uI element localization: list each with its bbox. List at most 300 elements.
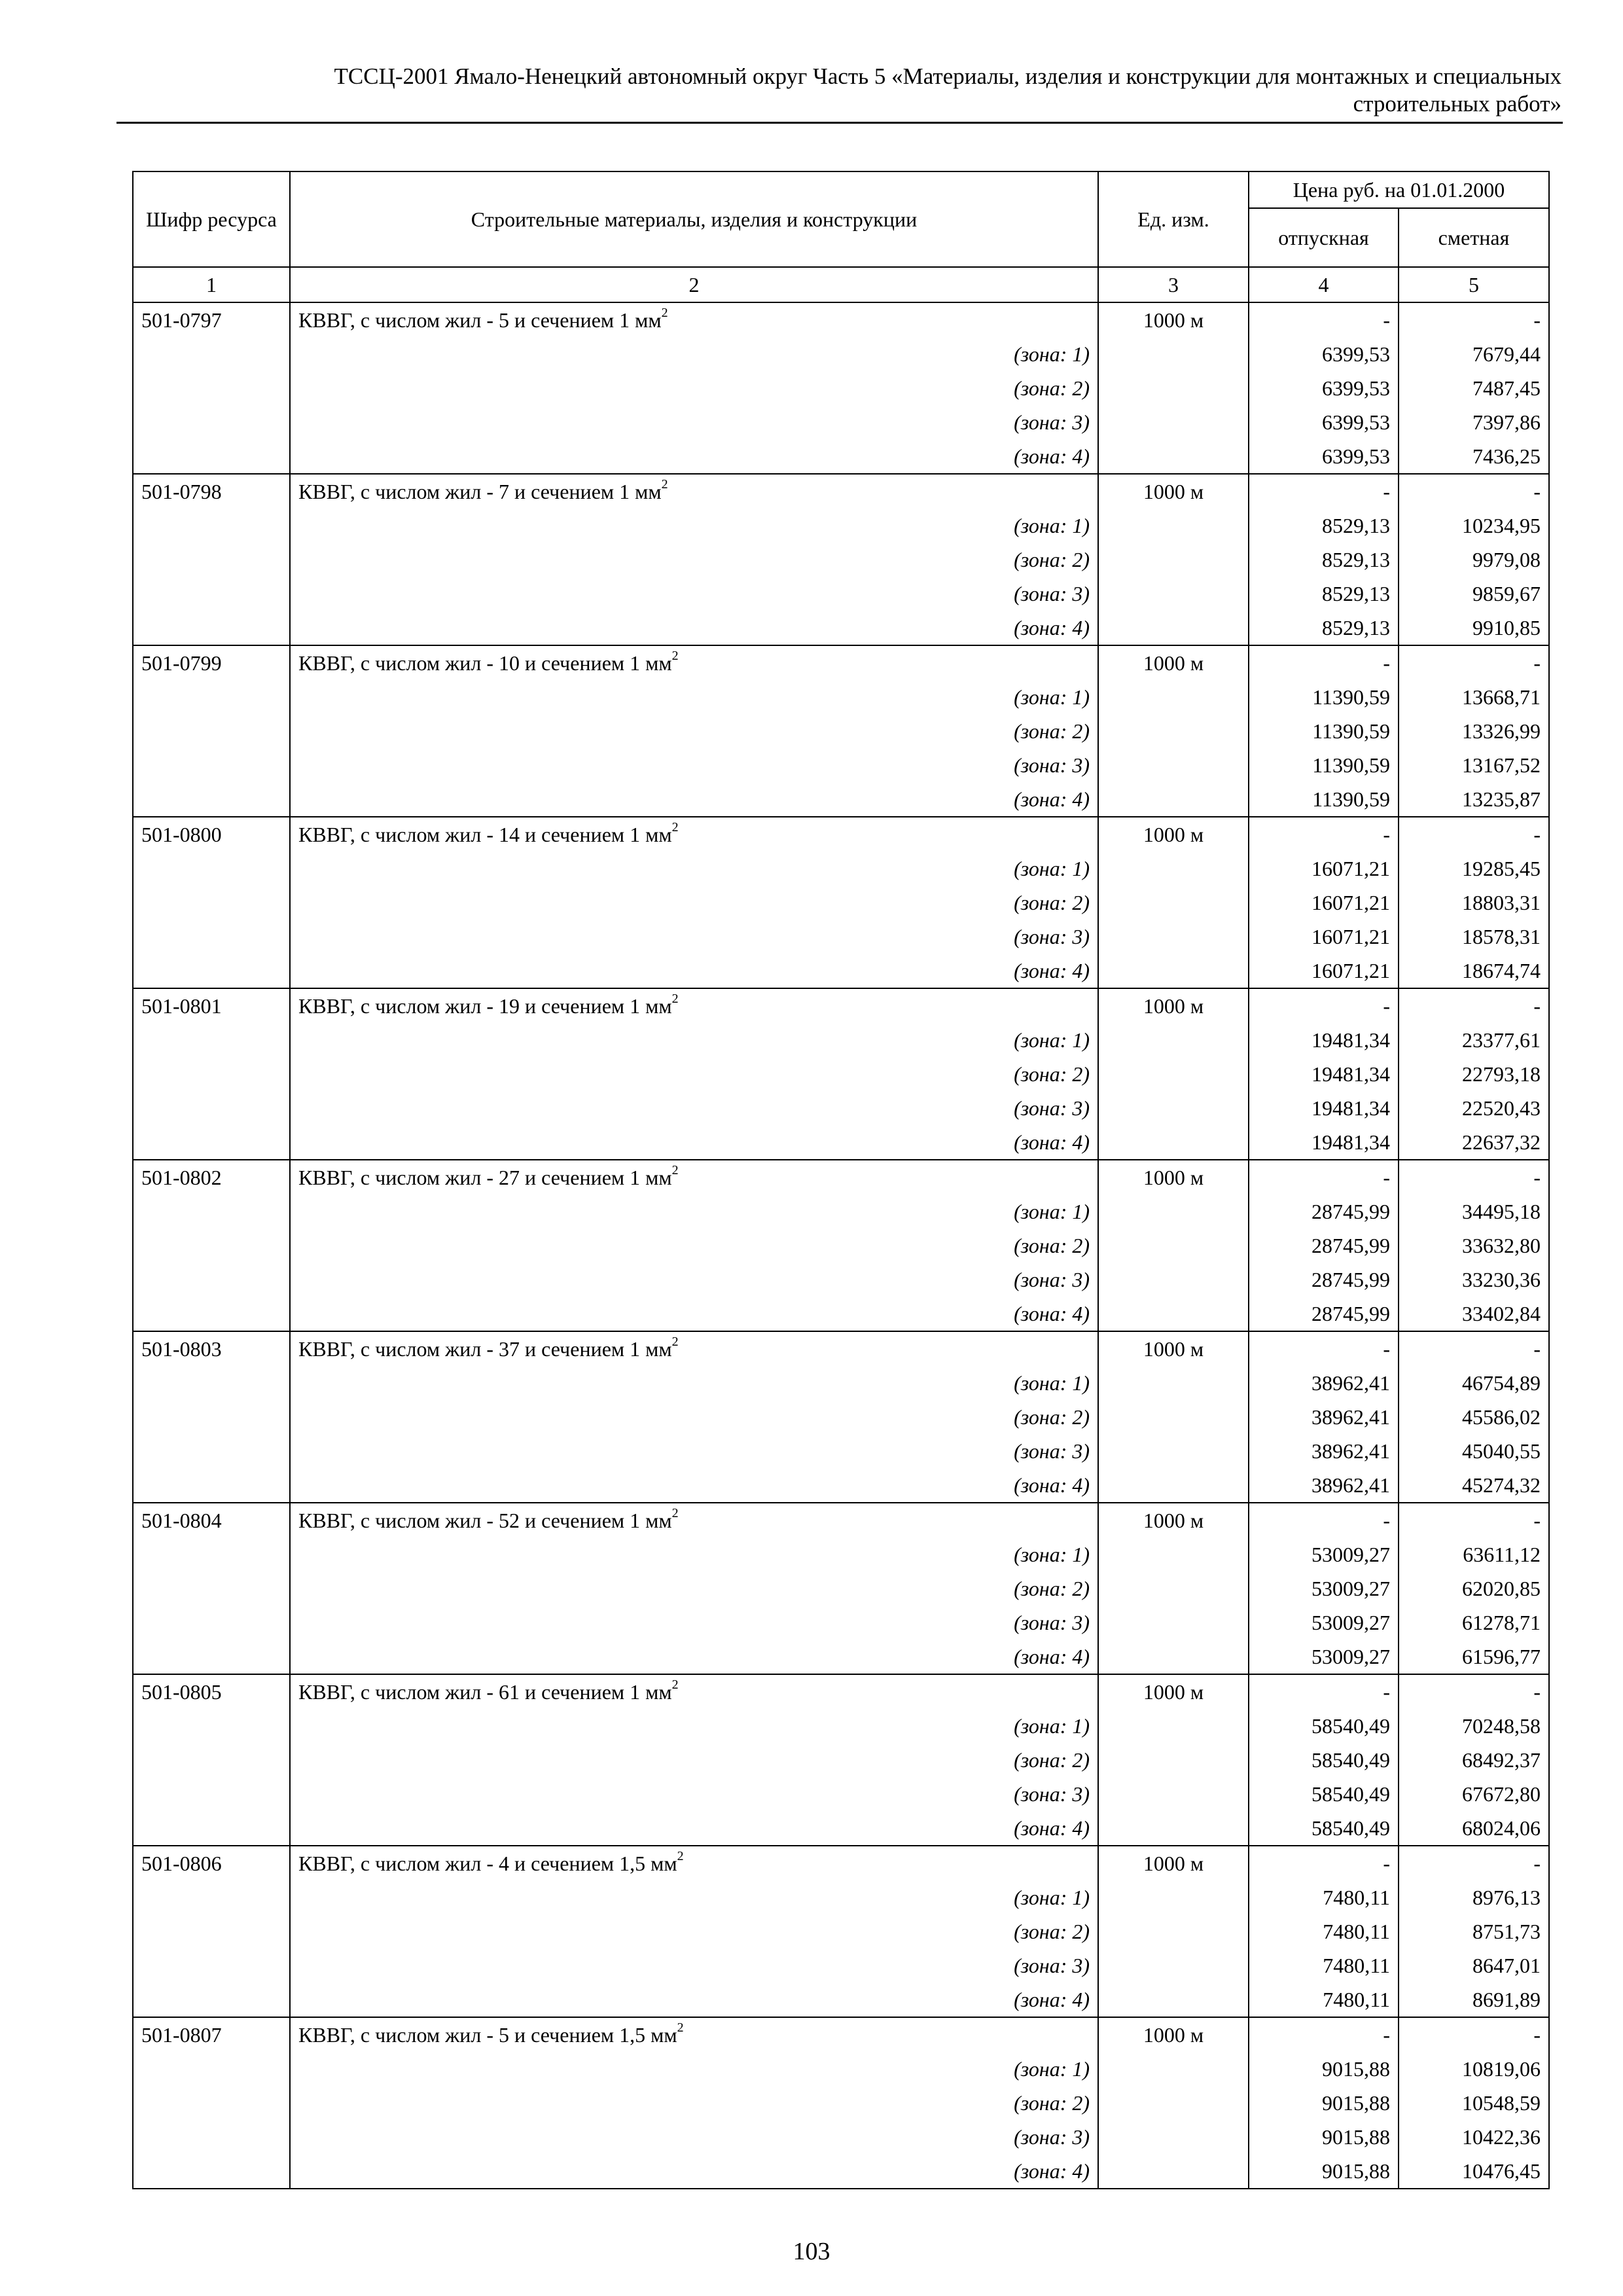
empty-cell bbox=[133, 405, 290, 439]
empty-cell bbox=[133, 611, 290, 645]
empty-cell bbox=[133, 714, 290, 748]
zone-label: (зона: 4) bbox=[290, 439, 1098, 474]
unit-cell: 1000 м bbox=[1098, 645, 1249, 680]
unit-cell: 1000 м bbox=[1098, 302, 1249, 337]
material-name-text: КВВГ, с числом жил - 5 и сечением 1 мм bbox=[298, 308, 662, 332]
zone-row bbox=[133, 1366, 1549, 1400]
zone-label: (зона: 3) bbox=[290, 1434, 1098, 1468]
release-price: 38962,41 bbox=[1249, 1434, 1399, 1468]
empty-cell bbox=[1098, 439, 1249, 474]
zone-label: (зона: 1) bbox=[290, 1194, 1098, 1229]
empty-cell bbox=[133, 1468, 290, 1503]
table-row bbox=[133, 2017, 1549, 2052]
empty-cell bbox=[1098, 2086, 1249, 2120]
zone-row bbox=[133, 371, 1549, 405]
estimate-price: 46754,89 bbox=[1399, 1366, 1549, 1400]
zone-row bbox=[133, 1811, 1549, 1846]
estimate-price: 23377,61 bbox=[1399, 1023, 1549, 1057]
release-price: - bbox=[1249, 474, 1399, 509]
unit-cell: 1000 м bbox=[1098, 2017, 1249, 2052]
material-name bbox=[290, 1331, 1098, 1366]
empty-cell bbox=[133, 1640, 290, 1674]
unit-superscript: 2 bbox=[661, 306, 668, 321]
estimate-price: - bbox=[1399, 302, 1549, 337]
zone-row bbox=[133, 1057, 1549, 1091]
empty-cell bbox=[1098, 1948, 1249, 1982]
release-price: 11390,59 bbox=[1249, 782, 1399, 817]
empty-cell bbox=[1098, 2052, 1249, 2086]
release-price: 7480,11 bbox=[1249, 1914, 1399, 1948]
release-price: 58540,49 bbox=[1249, 1777, 1399, 1811]
release-price: 16071,21 bbox=[1249, 920, 1399, 954]
release-price: - bbox=[1249, 2017, 1399, 2052]
zone-row bbox=[133, 782, 1549, 817]
price-table-body bbox=[133, 302, 1549, 2189]
unit-cell: 1000 м bbox=[1098, 1674, 1249, 1709]
unit-superscript: 2 bbox=[671, 1163, 679, 1178]
empty-cell bbox=[1098, 1091, 1249, 1125]
release-price: 53009,27 bbox=[1249, 1640, 1399, 1674]
empty-cell bbox=[1098, 1605, 1249, 1640]
resource-code: 501-0801 bbox=[133, 988, 290, 1023]
zone-label: (зона: 4) bbox=[290, 1468, 1098, 1503]
estimate-price: 9910,85 bbox=[1399, 611, 1549, 645]
page-header bbox=[118, 63, 1561, 118]
estimate-price: 22520,43 bbox=[1399, 1091, 1549, 1125]
material-name-text: КВВГ, с числом жил - 7 и сечением 1 мм bbox=[298, 480, 662, 503]
zone-label: (зона: 3) bbox=[290, 1777, 1098, 1811]
empty-cell bbox=[1098, 2154, 1249, 2189]
zone-row bbox=[133, 577, 1549, 611]
zone-label: (зона: 3) bbox=[290, 405, 1098, 439]
estimate-price: 63611,12 bbox=[1399, 1537, 1549, 1571]
release-price: 7480,11 bbox=[1249, 1948, 1399, 1982]
estimate-price: 68492,37 bbox=[1399, 1743, 1549, 1777]
zone-row bbox=[133, 1880, 1549, 1914]
table-row bbox=[133, 474, 1549, 509]
release-price: 53009,27 bbox=[1249, 1537, 1399, 1571]
unit-cell: 1000 м bbox=[1098, 1503, 1249, 1537]
zone-label: (зона: 1) bbox=[290, 1366, 1098, 1400]
estimate-price: - bbox=[1399, 474, 1549, 509]
release-price: 6399,53 bbox=[1249, 405, 1399, 439]
empty-cell bbox=[133, 1434, 290, 1468]
release-price: 19481,34 bbox=[1249, 1125, 1399, 1160]
material-name bbox=[290, 474, 1098, 509]
col-number: 4 bbox=[1249, 267, 1399, 302]
estimate-price: 67672,80 bbox=[1399, 1777, 1549, 1811]
price-table bbox=[132, 171, 1550, 2189]
empty-cell bbox=[133, 1709, 290, 1743]
zone-label: (зона: 1) bbox=[290, 509, 1098, 543]
estimate-price: 13167,52 bbox=[1399, 748, 1549, 782]
estimate-price: 10422,36 bbox=[1399, 2120, 1549, 2154]
resource-code: 501-0797 bbox=[133, 302, 290, 337]
empty-cell bbox=[1098, 886, 1249, 920]
empty-cell bbox=[133, 543, 290, 577]
zone-row bbox=[133, 1091, 1549, 1125]
estimate-price: 45274,32 bbox=[1399, 1468, 1549, 1503]
release-price: 6399,53 bbox=[1249, 371, 1399, 405]
zone-row bbox=[133, 1709, 1549, 1743]
zone-label: (зона: 4) bbox=[290, 611, 1098, 645]
zone-row bbox=[133, 2120, 1549, 2154]
zone-label: (зона: 2) bbox=[290, 1400, 1098, 1434]
col-number: 3 bbox=[1098, 267, 1249, 302]
estimate-price: 8976,13 bbox=[1399, 1880, 1549, 1914]
release-price: 11390,59 bbox=[1249, 748, 1399, 782]
zone-row bbox=[133, 1777, 1549, 1811]
estimate-price: 10476,45 bbox=[1399, 2154, 1549, 2189]
zone-label: (зона: 2) bbox=[290, 886, 1098, 920]
page-number: 103 bbox=[793, 2238, 830, 2265]
zone-label: (зона: 3) bbox=[290, 2120, 1098, 2154]
empty-cell bbox=[1098, 954, 1249, 988]
table-row bbox=[133, 1674, 1549, 1709]
release-price: 9015,88 bbox=[1249, 2052, 1399, 2086]
estimate-price: 33632,80 bbox=[1399, 1229, 1549, 1263]
material-name-text: КВВГ, с числом жил - 14 и сечением 1 мм bbox=[298, 823, 672, 846]
release-price: - bbox=[1249, 1160, 1399, 1194]
material-name-text: КВВГ, с числом жил - 52 и сечением 1 мм bbox=[298, 1509, 672, 1532]
estimate-price: - bbox=[1399, 1331, 1549, 1366]
estimate-price: 8751,73 bbox=[1399, 1914, 1549, 1948]
estimate-price: 61278,71 bbox=[1399, 1605, 1549, 1640]
estimate-price: 68024,06 bbox=[1399, 1811, 1549, 1846]
unit-cell: 1000 м bbox=[1098, 474, 1249, 509]
unit-superscript: 2 bbox=[671, 1506, 679, 1521]
resource-code: 501-0806 bbox=[133, 1846, 290, 1880]
empty-cell bbox=[1098, 1400, 1249, 1434]
material-name bbox=[290, 645, 1098, 680]
material-name bbox=[290, 302, 1098, 337]
release-price: 28745,99 bbox=[1249, 1297, 1399, 1331]
empty-cell bbox=[1098, 1125, 1249, 1160]
zone-label: (зона: 1) bbox=[290, 1880, 1098, 1914]
zone-label: (зона: 1) bbox=[290, 1709, 1098, 1743]
zone-label: (зона: 3) bbox=[290, 920, 1098, 954]
zone-label: (зона: 4) bbox=[290, 1640, 1098, 1674]
material-name-text: КВВГ, с числом жил - 4 и сечением 1,5 мм bbox=[298, 1852, 677, 1875]
zone-label: (зона: 3) bbox=[290, 1263, 1098, 1297]
zone-row bbox=[133, 1605, 1549, 1640]
resource-code: 501-0804 bbox=[133, 1503, 290, 1537]
col-header-name: Строительные материалы, изделия и конструкции bbox=[290, 171, 1098, 267]
estimate-price: - bbox=[1399, 1160, 1549, 1194]
estimate-price: - bbox=[1399, 1674, 1549, 1709]
col-header-price: Цена руб. на 01.01.2000 bbox=[1249, 171, 1549, 208]
empty-cell bbox=[133, 680, 290, 714]
empty-cell bbox=[1098, 852, 1249, 886]
empty-cell bbox=[133, 577, 290, 611]
release-price: 7480,11 bbox=[1249, 1982, 1399, 2017]
estimate-price: 62020,85 bbox=[1399, 1571, 1549, 1605]
material-name-text: КВВГ, с числом жил - 61 и сечением 1 мм bbox=[298, 1680, 672, 1704]
material-name-text: КВВГ, с числом жил - 19 и сечением 1 мм bbox=[298, 994, 672, 1018]
zone-row bbox=[133, 954, 1549, 988]
release-price: - bbox=[1249, 988, 1399, 1023]
estimate-price: 18674,74 bbox=[1399, 954, 1549, 988]
zone-row bbox=[133, 1743, 1549, 1777]
release-price: 8529,13 bbox=[1249, 509, 1399, 543]
empty-cell bbox=[1098, 1263, 1249, 1297]
zone-label: (зона: 3) bbox=[290, 748, 1098, 782]
empty-cell bbox=[133, 954, 290, 988]
empty-cell bbox=[133, 1263, 290, 1297]
empty-cell bbox=[1098, 1914, 1249, 1948]
release-price: - bbox=[1249, 302, 1399, 337]
empty-cell bbox=[1098, 1811, 1249, 1846]
zone-label: (зона: 4) bbox=[290, 1297, 1098, 1331]
release-price: 28745,99 bbox=[1249, 1229, 1399, 1263]
unit-superscript: 2 bbox=[671, 992, 679, 1007]
col-header-release: отпускная bbox=[1249, 208, 1399, 267]
zone-row bbox=[133, 337, 1549, 371]
estimate-price: - bbox=[1399, 817, 1549, 852]
estimate-price: 7679,44 bbox=[1399, 337, 1549, 371]
material-name bbox=[290, 1846, 1098, 1880]
empty-cell bbox=[133, 1400, 290, 1434]
header-line-2: строительных работ» bbox=[1353, 91, 1561, 117]
table-row bbox=[133, 645, 1549, 680]
empty-cell bbox=[1098, 1366, 1249, 1400]
zone-row bbox=[133, 748, 1549, 782]
release-price: - bbox=[1249, 1331, 1399, 1366]
zone-row bbox=[133, 1982, 1549, 2017]
col-header-unit: Ед. изм. bbox=[1098, 171, 1249, 267]
table-row bbox=[133, 817, 1549, 852]
release-price: 38962,41 bbox=[1249, 1366, 1399, 1400]
zone-row bbox=[133, 1537, 1549, 1571]
release-price: - bbox=[1249, 817, 1399, 852]
empty-cell bbox=[1098, 1537, 1249, 1571]
empty-cell bbox=[133, 1777, 290, 1811]
zone-row bbox=[133, 509, 1549, 543]
release-price: 16071,21 bbox=[1249, 954, 1399, 988]
material-name-text: КВВГ, с числом жил - 5 и сечением 1,5 мм bbox=[298, 2023, 677, 2047]
zone-row bbox=[133, 439, 1549, 474]
release-price: 16071,21 bbox=[1249, 886, 1399, 920]
zone-label: (зона: 4) bbox=[290, 2154, 1098, 2189]
empty-cell bbox=[1098, 337, 1249, 371]
estimate-price: 8647,01 bbox=[1399, 1948, 1549, 1982]
estimate-price: 10548,59 bbox=[1399, 2086, 1549, 2120]
empty-cell bbox=[1098, 509, 1249, 543]
unit-superscript: 2 bbox=[671, 649, 679, 664]
empty-cell bbox=[133, 886, 290, 920]
material-name-text: КВВГ, с числом жил - 10 и сечением 1 мм bbox=[298, 651, 672, 675]
empty-cell bbox=[1098, 1982, 1249, 2017]
table-row bbox=[133, 988, 1549, 1023]
col-header-code: Шифр ресурса bbox=[133, 171, 290, 267]
empty-cell bbox=[133, 852, 290, 886]
release-price: 19481,34 bbox=[1249, 1023, 1399, 1057]
zone-row bbox=[133, 543, 1549, 577]
empty-cell bbox=[1098, 1023, 1249, 1057]
release-price: 19481,34 bbox=[1249, 1091, 1399, 1125]
release-price: - bbox=[1249, 1503, 1399, 1537]
empty-cell bbox=[1098, 405, 1249, 439]
release-price: - bbox=[1249, 645, 1399, 680]
empty-cell bbox=[1098, 1880, 1249, 1914]
zone-label: (зона: 2) bbox=[290, 714, 1098, 748]
estimate-price: 33402,84 bbox=[1399, 1297, 1549, 1331]
empty-cell bbox=[1098, 1297, 1249, 1331]
empty-cell bbox=[133, 1880, 290, 1914]
unit-cell: 1000 м bbox=[1098, 1160, 1249, 1194]
estimate-price: - bbox=[1399, 645, 1549, 680]
zone-label: (зона: 2) bbox=[290, 1914, 1098, 1948]
zone-label: (зона: 2) bbox=[290, 543, 1098, 577]
release-price: 28745,99 bbox=[1249, 1194, 1399, 1229]
zone-row bbox=[133, 1914, 1549, 1948]
empty-cell bbox=[1098, 543, 1249, 577]
release-price: 16071,21 bbox=[1249, 852, 1399, 886]
release-price: 58540,49 bbox=[1249, 1811, 1399, 1846]
empty-cell bbox=[1098, 2120, 1249, 2154]
resource-code: 501-0799 bbox=[133, 645, 290, 680]
empty-cell bbox=[133, 1743, 290, 1777]
empty-cell bbox=[1098, 748, 1249, 782]
zone-label: (зона: 1) bbox=[290, 337, 1098, 371]
empty-cell bbox=[1098, 1777, 1249, 1811]
zone-label: (зона: 4) bbox=[290, 1811, 1098, 1846]
zone-label: (зона: 1) bbox=[290, 1023, 1098, 1057]
empty-cell bbox=[133, 920, 290, 954]
unit-superscript: 2 bbox=[671, 820, 679, 835]
zone-label: (зона: 4) bbox=[290, 1125, 1098, 1160]
empty-cell bbox=[133, 1605, 290, 1640]
release-price: 8529,13 bbox=[1249, 611, 1399, 645]
empty-cell bbox=[1098, 1057, 1249, 1091]
estimate-price: 33230,36 bbox=[1399, 1263, 1549, 1297]
release-price: 9015,88 bbox=[1249, 2086, 1399, 2120]
estimate-price: 34495,18 bbox=[1399, 1194, 1549, 1229]
estimate-price: 10819,06 bbox=[1399, 2052, 1549, 2086]
estimate-price: 10234,95 bbox=[1399, 509, 1549, 543]
table-row bbox=[133, 1503, 1549, 1537]
empty-cell bbox=[1098, 920, 1249, 954]
estimate-price: 7487,45 bbox=[1399, 371, 1549, 405]
material-name bbox=[290, 988, 1098, 1023]
release-price: 11390,59 bbox=[1249, 680, 1399, 714]
empty-cell bbox=[133, 1229, 290, 1263]
zone-row bbox=[133, 1400, 1549, 1434]
release-price: 28745,99 bbox=[1249, 1263, 1399, 1297]
release-price: 7480,11 bbox=[1249, 1880, 1399, 1914]
empty-cell bbox=[133, 337, 290, 371]
estimate-price: 18578,31 bbox=[1399, 920, 1549, 954]
release-price: - bbox=[1249, 1846, 1399, 1880]
unit-superscript: 2 bbox=[671, 1677, 679, 1693]
resource-code: 501-0803 bbox=[133, 1331, 290, 1366]
zone-label: (зона: 4) bbox=[290, 1982, 1098, 2017]
empty-cell bbox=[1098, 611, 1249, 645]
empty-cell bbox=[133, 2086, 290, 2120]
material-name bbox=[290, 1503, 1098, 1537]
zone-row bbox=[133, 680, 1549, 714]
zone-row bbox=[133, 852, 1549, 886]
estimate-price: 45040,55 bbox=[1399, 1434, 1549, 1468]
material-name bbox=[290, 817, 1098, 852]
zone-label: (зона: 2) bbox=[290, 1743, 1098, 1777]
empty-cell bbox=[133, 1194, 290, 1229]
unit-cell: 1000 м bbox=[1098, 988, 1249, 1023]
zone-row bbox=[133, 2086, 1549, 2120]
material-name-text: КВВГ, с числом жил - 27 и сечением 1 мм bbox=[298, 1166, 672, 1189]
unit-superscript: 2 bbox=[661, 477, 668, 492]
zone-row bbox=[133, 1948, 1549, 1982]
zone-label: (зона: 1) bbox=[290, 1537, 1098, 1571]
header-rule bbox=[116, 122, 1563, 124]
table-row bbox=[133, 1331, 1549, 1366]
empty-cell bbox=[1098, 1571, 1249, 1605]
resource-code: 501-0805 bbox=[133, 1674, 290, 1709]
empty-cell bbox=[133, 1023, 290, 1057]
release-price: - bbox=[1249, 1674, 1399, 1709]
zone-label: (зона: 4) bbox=[290, 782, 1098, 817]
empty-cell bbox=[133, 1811, 290, 1846]
zone-label: (зона: 3) bbox=[290, 577, 1098, 611]
table-row bbox=[133, 302, 1549, 337]
unit-cell: 1000 м bbox=[1098, 1846, 1249, 1880]
zone-label: (зона: 4) bbox=[290, 954, 1098, 988]
empty-cell bbox=[1098, 1709, 1249, 1743]
unit-superscript: 2 bbox=[671, 1335, 679, 1350]
estimate-price: 45586,02 bbox=[1399, 1400, 1549, 1434]
zone-row bbox=[133, 886, 1549, 920]
estimate-price: 13326,99 bbox=[1399, 714, 1549, 748]
estimate-price: 70248,58 bbox=[1399, 1709, 1549, 1743]
table-row bbox=[133, 1846, 1549, 1880]
estimate-price: 9859,67 bbox=[1399, 577, 1549, 611]
empty-cell bbox=[133, 1982, 290, 2017]
empty-cell bbox=[133, 2052, 290, 2086]
col-header-estimate: сметная bbox=[1399, 208, 1549, 267]
material-name bbox=[290, 1160, 1098, 1194]
release-price: 8529,13 bbox=[1249, 543, 1399, 577]
estimate-price: 13235,87 bbox=[1399, 782, 1549, 817]
zone-label: (зона: 1) bbox=[290, 852, 1098, 886]
empty-cell bbox=[133, 1091, 290, 1125]
release-price: 38962,41 bbox=[1249, 1400, 1399, 1434]
zone-row bbox=[133, 920, 1549, 954]
zone-label: (зона: 3) bbox=[290, 1948, 1098, 1982]
empty-cell bbox=[1098, 782, 1249, 817]
zone-row bbox=[133, 2154, 1549, 2189]
zone-label: (зона: 2) bbox=[290, 1229, 1098, 1263]
empty-cell bbox=[133, 1057, 290, 1091]
unit-superscript: 2 bbox=[677, 1849, 684, 1864]
estimate-price: - bbox=[1399, 988, 1549, 1023]
release-price: 9015,88 bbox=[1249, 2120, 1399, 2154]
zone-label: (зона: 2) bbox=[290, 371, 1098, 405]
material-name-text: КВВГ, с числом жил - 37 и сечением 1 мм bbox=[298, 1337, 672, 1361]
estimate-price: 61596,77 bbox=[1399, 1640, 1549, 1674]
empty-cell bbox=[133, 509, 290, 543]
table-row bbox=[133, 1160, 1549, 1194]
estimate-price: 13668,71 bbox=[1399, 680, 1549, 714]
zone-row bbox=[133, 1468, 1549, 1503]
estimate-price: 8691,89 bbox=[1399, 1982, 1549, 2017]
empty-cell bbox=[133, 1948, 290, 1982]
resource-code: 501-0798 bbox=[133, 474, 290, 509]
zone-row bbox=[133, 1229, 1549, 1263]
release-price: 53009,27 bbox=[1249, 1605, 1399, 1640]
empty-cell bbox=[1098, 714, 1249, 748]
zone-label: (зона: 2) bbox=[290, 1571, 1098, 1605]
zone-row bbox=[133, 1434, 1549, 1468]
